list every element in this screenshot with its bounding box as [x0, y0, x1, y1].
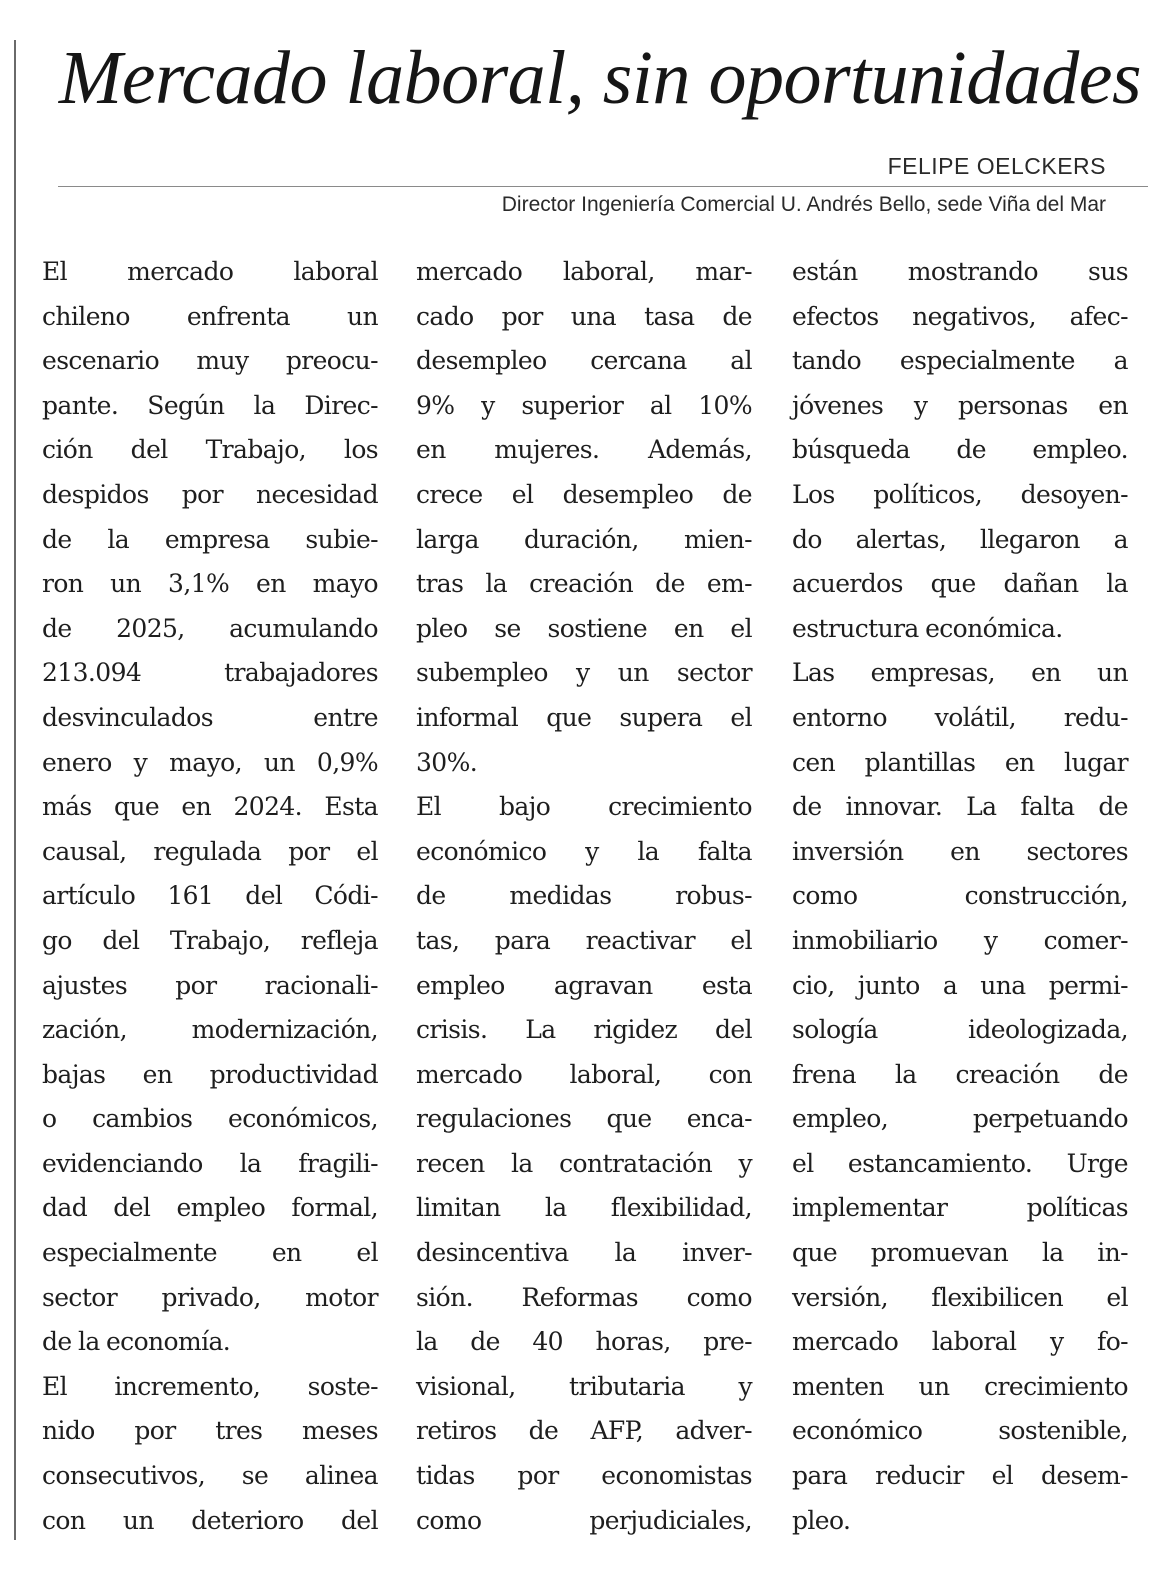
- article-line: regulaciones que enca-: [416, 1104, 752, 1134]
- article-line: crisis. La rigidez del: [416, 1015, 752, 1045]
- article-line: o cambios económicos,: [42, 1104, 378, 1134]
- article-line: versión, flexibilicen el: [792, 1282, 1128, 1312]
- byline-divider: [58, 186, 1148, 187]
- article-line: como construcción,: [792, 881, 1128, 911]
- article-line: dad del empleo formal,: [42, 1193, 378, 1223]
- article-line: acuerdos que dañan la: [792, 569, 1128, 599]
- article-line: con un deterioro del: [42, 1505, 378, 1535]
- article-line: están mostrando sus: [792, 257, 1128, 286]
- article-line: consecutivos, se alinea: [42, 1461, 378, 1491]
- article-line: chileno enfrenta un: [42, 301, 378, 331]
- article-column-1: [42, 250, 378, 1543]
- article-line: de medidas robus-: [416, 881, 752, 911]
- article-line: ción del Trabajo, los: [42, 435, 378, 465]
- article-line: la de 40 horas, pre-: [416, 1327, 752, 1357]
- article-line: tras la creación de em-: [416, 569, 752, 599]
- article-line: 30%.: [416, 747, 478, 777]
- article-headline: Mercado laboral, sin oportunidades: [58, 36, 1142, 120]
- article-line: desvinculados entre: [42, 702, 378, 732]
- article-line: desempleo cercana al: [416, 346, 752, 376]
- article-line: que promuevan la in-: [792, 1238, 1128, 1268]
- article-line: mercado laboral y fo-: [792, 1327, 1128, 1357]
- article-line: visional, tributaria y: [416, 1371, 752, 1401]
- article-line: en mujeres. Además,: [416, 435, 752, 465]
- article-line: económico y la falta: [416, 836, 752, 866]
- article-line: implementar políticas: [792, 1193, 1128, 1223]
- article-line: causal, regulada por el: [42, 836, 378, 866]
- article-line: mercado laboral, mar-: [416, 257, 752, 286]
- article-line: cen plantillas en lugar: [792, 747, 1128, 777]
- article-line: búsqueda de empleo.: [792, 435, 1128, 465]
- article-line: desincentiva la inver-: [416, 1238, 752, 1268]
- article-line: pleo.: [792, 1505, 851, 1535]
- article-line: go del Trabajo, refleja: [42, 925, 378, 955]
- article-line: El bajo crecimiento: [416, 792, 752, 822]
- article-line: entorno volátil, redu-: [792, 702, 1128, 732]
- article-line: retiros de AFP, adver-: [416, 1416, 752, 1446]
- author-role: Director Ingeniería Comercial U. Andrés Bello, sede Viña del Mar: [501, 193, 1106, 216]
- article-line: inmobiliario y comer-: [792, 925, 1128, 955]
- article-line: artículo 161 del Códi-: [42, 881, 378, 911]
- article-line: tas, para reactivar el: [416, 925, 752, 955]
- article-line: subempleo y un sector: [416, 658, 752, 688]
- article-line: el estancamiento. Urge: [792, 1148, 1128, 1178]
- left-border-rule: [14, 40, 16, 1540]
- article-line: como perjudiciales,: [416, 1505, 752, 1535]
- article-line: ajustes por racionali-: [42, 970, 378, 1000]
- article-column-2: [416, 250, 752, 1543]
- article-line: pleo se sostiene en el: [416, 613, 752, 643]
- article-line: de innovar. La falta de: [792, 792, 1128, 822]
- article-line: zación, modernización,: [42, 1015, 378, 1045]
- article-line: 9% y superior al 10%: [416, 390, 752, 420]
- article-line: estructura económica.: [792, 613, 1063, 643]
- article-line: enero y mayo, un 0,9%: [42, 747, 378, 777]
- article-line: El incremento, soste-: [42, 1371, 378, 1401]
- article-line: do alertas, llegaron a: [792, 524, 1128, 554]
- article-line: tando especialmente a: [792, 346, 1128, 376]
- article-line: tidas por economistas: [416, 1461, 752, 1491]
- article-line: empleo agravan esta: [416, 970, 752, 1000]
- article-line: especialmente en el: [42, 1238, 378, 1268]
- article-line: evidenciando la fragili-: [42, 1148, 378, 1178]
- article-line: informal que supera el: [416, 702, 752, 732]
- article-line: pante. Según la Direc-: [42, 390, 378, 420]
- article-column-3: [792, 250, 1128, 1543]
- article-line: de la economía.: [42, 1327, 231, 1357]
- article-line: sector privado, motor: [42, 1282, 378, 1312]
- author-name: FELIPE OELCKERS: [887, 153, 1106, 179]
- article-line: menten un crecimiento: [792, 1371, 1128, 1401]
- article-line: efectos negativos, afec-: [792, 301, 1128, 331]
- article-line: mercado laboral, con: [416, 1059, 752, 1089]
- article-line: de la empresa subie-: [42, 524, 378, 554]
- article-line: crece el desempleo de: [416, 479, 752, 509]
- article-line: escenario muy preocu-: [42, 346, 378, 376]
- article-line: recen la contratación y: [416, 1148, 752, 1178]
- article-line: El mercado laboral: [42, 257, 378, 286]
- article-line: bajas en productividad: [42, 1059, 378, 1089]
- article-line: nido por tres meses: [42, 1416, 378, 1446]
- article-line: económico sostenible,: [792, 1416, 1128, 1446]
- article-line: cado por una tasa de: [416, 301, 752, 331]
- article-line: empleo, perpetuando: [792, 1104, 1128, 1134]
- article-line: frena la creación de: [792, 1059, 1128, 1089]
- article-line: más que en 2024. Esta: [42, 792, 378, 822]
- article-line: sología ideologizada,: [792, 1015, 1128, 1045]
- article-line: ron un 3,1% en mayo: [42, 569, 378, 599]
- article-line: cio, junto a una permi-: [792, 970, 1128, 1000]
- article-line: para reducir el desem-: [792, 1461, 1128, 1491]
- article-line: limitan la flexibilidad,: [416, 1193, 752, 1223]
- article-line: despidos por necesidad: [42, 479, 378, 509]
- article-line: jóvenes y personas en: [792, 390, 1128, 420]
- article-line: inversión en sectores: [792, 836, 1128, 866]
- article-line: 213.094 trabajadores: [42, 658, 378, 688]
- article-line: sión. Reformas como: [416, 1282, 752, 1312]
- article-line: de 2025, acumulando: [42, 613, 378, 643]
- article-line: Las empresas, en un: [792, 658, 1128, 688]
- article-line: Los políticos, desoyen-: [792, 479, 1128, 509]
- article-line: larga duración, mien-: [416, 524, 752, 554]
